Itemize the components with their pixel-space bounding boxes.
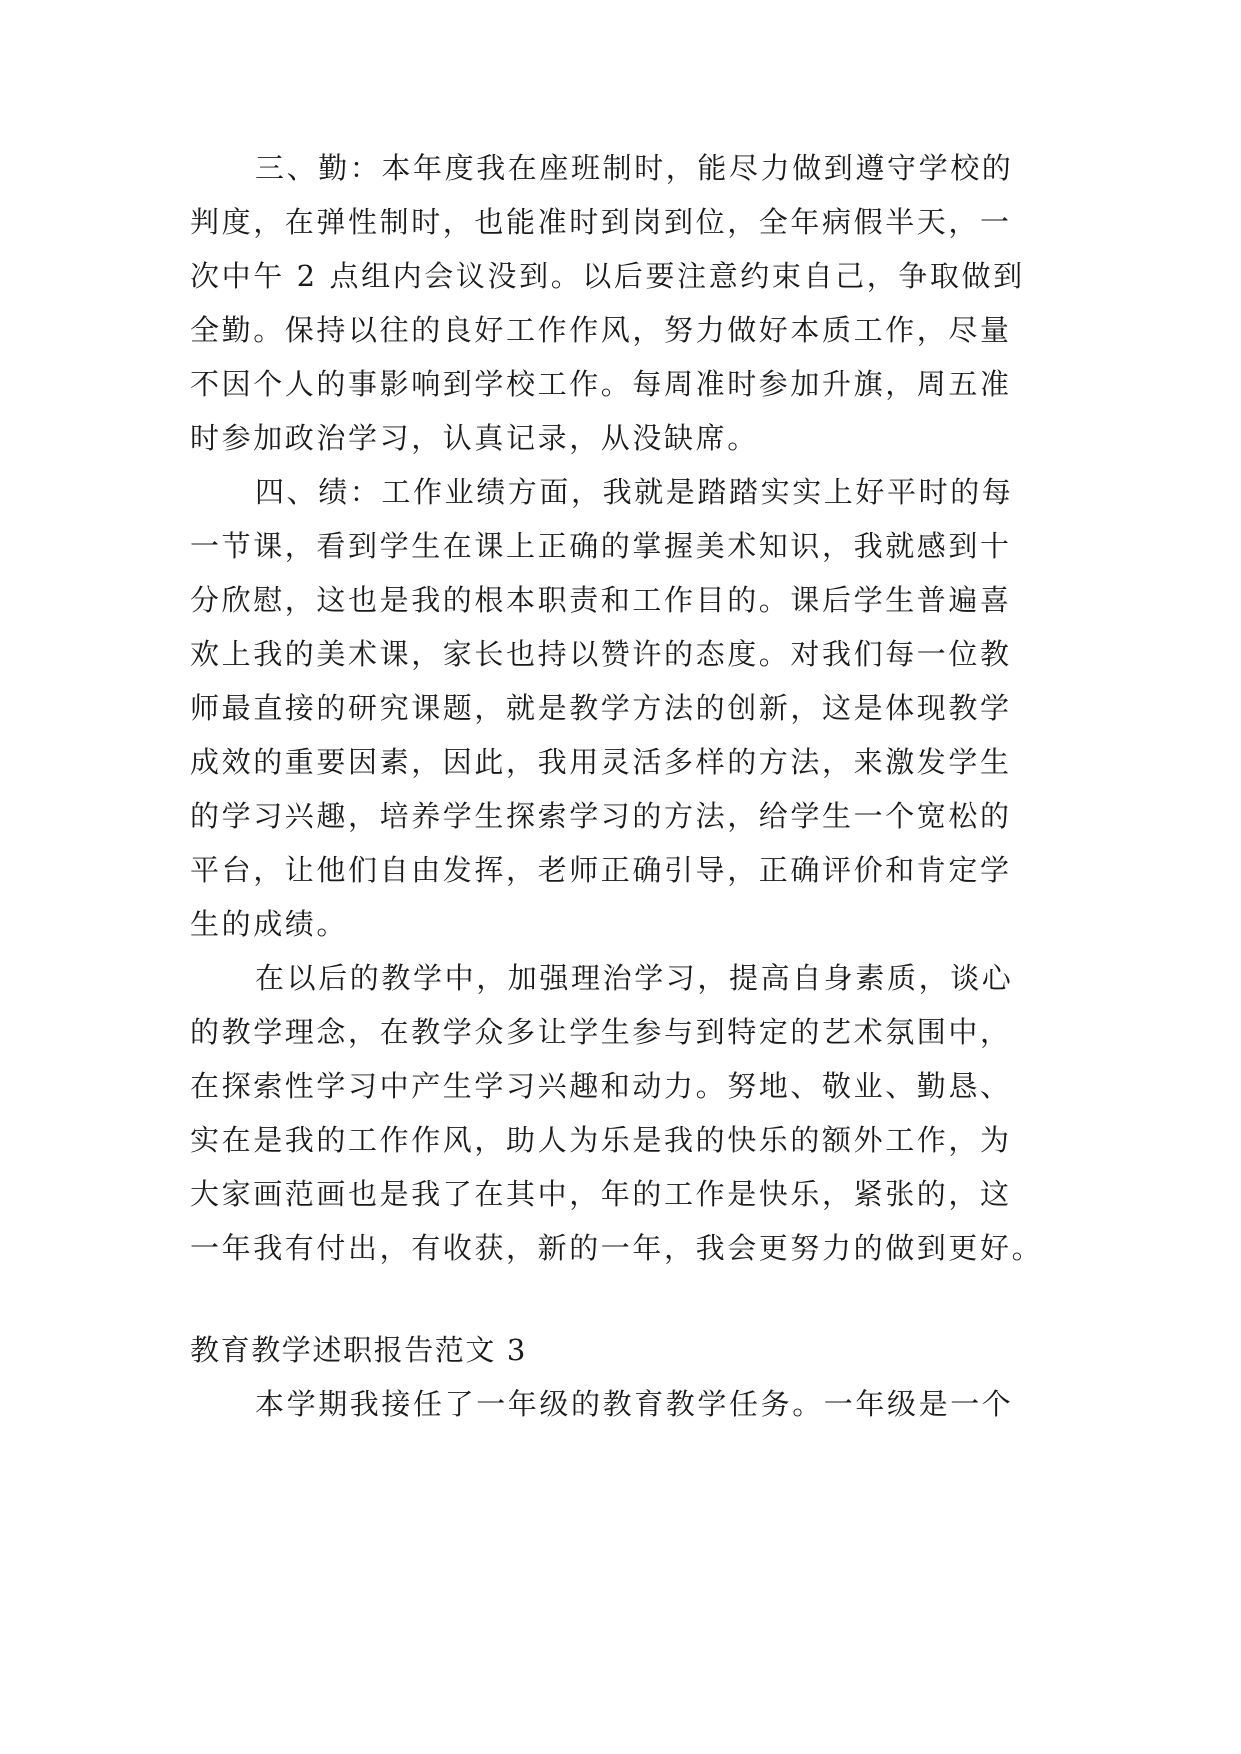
paragraph-line: 在以后的教学中，加强理治学习，提高自身素质，谈心 bbox=[255, 961, 1014, 995]
paragraph-line: 一年我有付出，有收获，新的一年，我会更努力的做到更好。 bbox=[190, 1231, 1044, 1265]
paragraph-line: 的教学理念，在教学众多让学生参与到特定的艺术氛围中， bbox=[190, 1015, 1012, 1049]
paragraph-line: 时参加政治学习，认真记录，从没缺席。 bbox=[190, 421, 759, 455]
paragraph-line: 全勤。保持以往的良好工作作风，努力做好本质工作，尽量 bbox=[190, 313, 1012, 347]
paragraph-line: 三、勤：本年度我在座班制时，能尽力做到遵守学校的 bbox=[255, 151, 1014, 185]
paragraph-line: 不因个人的事影响到学校工作。每周准时参加升旗，周五准 bbox=[190, 367, 1012, 401]
paragraph-line: 本学期我接任了一年级的教育教学任务。一年级是一个 bbox=[255, 1387, 1014, 1421]
paragraph-line: 次中午 2 点组内会议没到。以后要注意约束自己，争取做到 bbox=[190, 259, 1025, 293]
paragraph-line: 四、绩：工作业绩方面，我就是踏踏实实上好平时的每 bbox=[255, 475, 1014, 509]
paragraph-line: 师最直接的研究课题，就是教学方法的创新，这是体现教学 bbox=[190, 691, 1012, 725]
paragraph-line: 一节课，看到学生在课上正确的掌握美术知识，我就感到十 bbox=[190, 529, 1012, 563]
paragraph-line: 欢上我的美术课，家长也持以赞许的态度。对我们每一位教 bbox=[190, 637, 1012, 671]
paragraph-line: 成效的重要因素，因此，我用灵活多样的方法，来激发学生 bbox=[190, 745, 1012, 779]
paragraph-line: 的学习兴趣，培养学生探索学习的方法，给学生一个宽松的 bbox=[190, 799, 1012, 833]
paragraph-line: 分欣慰，这也是我的根本职责和工作目的。课后学生普遍喜 bbox=[190, 583, 1012, 617]
section-heading: 教育教学述职报告范文 3 bbox=[190, 1333, 527, 1367]
paragraph-line: 在探索性学习中产生学习兴趣和动力。努地、敬业、勤恳、 bbox=[190, 1069, 1012, 1103]
paragraph-line: 生的成绩。 bbox=[190, 907, 349, 941]
paragraph-line: 判度，在弹性制时，也能准时到岗到位，全年病假半天，一 bbox=[190, 205, 1012, 239]
paragraph-line: 平台，让他们自由发挥，老师正确引导，正确评价和肯定学 bbox=[190, 853, 1012, 887]
paragraph-line: 实在是我的工作作风，助人为乐是我的快乐的额外工作，为 bbox=[190, 1123, 1012, 1157]
paragraph-line: 大家画范画也是我了在其中，年的工作是快乐，紧张的，这 bbox=[190, 1177, 1012, 1211]
